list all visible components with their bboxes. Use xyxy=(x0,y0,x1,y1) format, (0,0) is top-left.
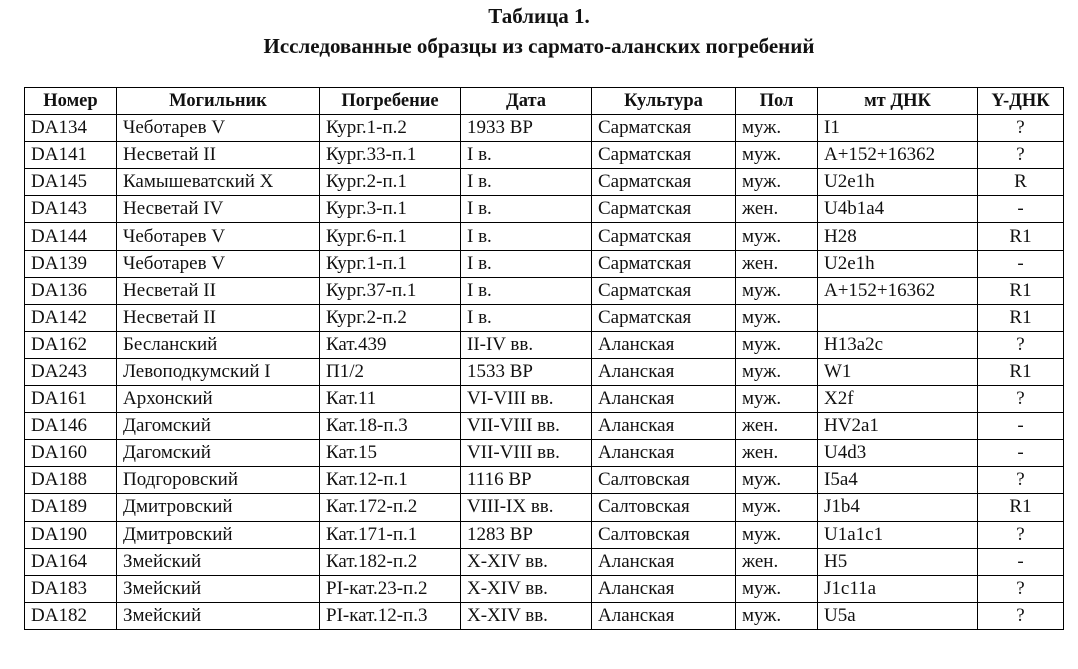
cell-date: I в. xyxy=(461,142,592,169)
cell-burial-ground: Несветай IV xyxy=(117,196,320,223)
cell-ydna: R1 xyxy=(978,223,1064,250)
cell-sex: жен. xyxy=(736,440,818,467)
cell-sample-number: DA243 xyxy=(25,358,117,385)
cell-sample-number: DA164 xyxy=(25,548,117,575)
cell-sex: жен. xyxy=(736,548,818,575)
cell-burial-ground: Дагомский xyxy=(117,440,320,467)
header-ydna: Y-ДНК xyxy=(978,88,1064,115)
cell-burial: Кат.11 xyxy=(320,386,461,413)
cell-culture: Сарматская xyxy=(592,277,736,304)
cell-culture: Сарматская xyxy=(592,223,736,250)
table-header-row xyxy=(25,88,1064,115)
cell-ydna: R1 xyxy=(978,494,1064,521)
cell-sex: муж. xyxy=(736,467,818,494)
cell-sex: муж. xyxy=(736,358,818,385)
cell-culture: Салтовская xyxy=(592,494,736,521)
cell-sample-number: DA136 xyxy=(25,277,117,304)
table-row xyxy=(25,304,1064,331)
cell-date: VII-VIII вв. xyxy=(461,413,592,440)
table-row xyxy=(25,386,1064,413)
cell-sex: муж. xyxy=(736,575,818,602)
cell-mtdna: U1a1c1 xyxy=(818,521,978,548)
cell-date: 1533 BP xyxy=(461,358,592,385)
header-sex: Пол xyxy=(736,88,818,115)
cell-ydna: R xyxy=(978,169,1064,196)
cell-mtdna: I5a4 xyxy=(818,467,978,494)
cell-sample-number: DA144 xyxy=(25,223,117,250)
cell-burial-ground: Чеботарев V xyxy=(117,115,320,142)
cell-burial: П1/2 xyxy=(320,358,461,385)
cell-date: 1116 BP xyxy=(461,467,592,494)
cell-date: 1283 BP xyxy=(461,521,592,548)
cell-sample-number: DA188 xyxy=(25,467,117,494)
cell-date: X-XIV вв. xyxy=(461,602,592,629)
cell-mtdna: U5a xyxy=(818,602,978,629)
cell-ydna: ? xyxy=(978,142,1064,169)
cell-ydna: - xyxy=(978,440,1064,467)
cell-sample-number: DA141 xyxy=(25,142,117,169)
cell-culture: Сарматская xyxy=(592,115,736,142)
cell-ydna: - xyxy=(978,250,1064,277)
table-row xyxy=(25,521,1064,548)
table-caption-title: Таблица 1. xyxy=(488,4,590,28)
table-row xyxy=(25,575,1064,602)
cell-burial-ground: Несветай II xyxy=(117,142,320,169)
cell-sample-number: DA189 xyxy=(25,494,117,521)
cell-date: VI-VIII вв. xyxy=(461,386,592,413)
cell-culture: Салтовская xyxy=(592,467,736,494)
cell-date: I в. xyxy=(461,196,592,223)
cell-ydna: ? xyxy=(978,602,1064,629)
cell-mtdna: HV2a1 xyxy=(818,413,978,440)
cell-sample-number: DA142 xyxy=(25,304,117,331)
cell-mtdna: J1c11a xyxy=(818,575,978,602)
cell-burial-ground: Дмитровский xyxy=(117,521,320,548)
table-row xyxy=(25,142,1064,169)
cell-mtdna: H13a2c xyxy=(818,331,978,358)
cell-ydna: R1 xyxy=(978,304,1064,331)
cell-burial: Кург.2-п.1 xyxy=(320,169,461,196)
header-sample-number: Номер xyxy=(25,88,117,115)
cell-burial: PI-кат.12-п.3 xyxy=(320,602,461,629)
table-row xyxy=(25,358,1064,385)
cell-date: I в. xyxy=(461,169,592,196)
cell-culture: Салтовская xyxy=(592,521,736,548)
cell-burial: Кург.1-п.1 xyxy=(320,250,461,277)
cell-ydna: ? xyxy=(978,521,1064,548)
cell-burial: PI-кат.23-п.2 xyxy=(320,575,461,602)
cell-burial: Кат.182-п.2 xyxy=(320,548,461,575)
cell-culture: Аланская xyxy=(592,548,736,575)
cell-date: 1933 BP xyxy=(461,115,592,142)
cell-burial-ground: Несветай II xyxy=(117,304,320,331)
cell-sex: муж. xyxy=(736,277,818,304)
cell-date: I в. xyxy=(461,250,592,277)
cell-burial-ground: Подгоровский xyxy=(117,467,320,494)
cell-sample-number: DA143 xyxy=(25,196,117,223)
cell-sample-number: DA162 xyxy=(25,331,117,358)
cell-sex: муж. xyxy=(736,304,818,331)
cell-ydna: ? xyxy=(978,467,1064,494)
cell-date: X-XIV вв. xyxy=(461,575,592,602)
cell-ydna: - xyxy=(978,413,1064,440)
cell-burial-ground: Бесланский xyxy=(117,331,320,358)
cell-ydna: - xyxy=(978,548,1064,575)
cell-culture: Сарматская xyxy=(592,142,736,169)
header-culture: Культура xyxy=(592,88,736,115)
table-row xyxy=(25,494,1064,521)
table-body xyxy=(25,115,1064,630)
cell-burial-ground: Левоподкумский I xyxy=(117,358,320,385)
cell-mtdna: X2f xyxy=(818,386,978,413)
table-row xyxy=(25,169,1064,196)
cell-sex: муж. xyxy=(736,142,818,169)
cell-burial: Кург.6-п.1 xyxy=(320,223,461,250)
cell-mtdna: U2e1h xyxy=(818,250,978,277)
cell-mtdna: A+152+16362 xyxy=(818,142,978,169)
cell-date: X-XIV вв. xyxy=(461,548,592,575)
table-row xyxy=(25,196,1064,223)
cell-burial-ground: Дмитровский xyxy=(117,494,320,521)
table-row xyxy=(25,250,1064,277)
cell-culture: Сарматская xyxy=(592,169,736,196)
cell-burial: Кат.172-п.2 xyxy=(320,494,461,521)
cell-burial-ground: Камышеватский Х xyxy=(117,169,320,196)
cell-burial: Кат.12-п.1 xyxy=(320,467,461,494)
cell-culture: Аланская xyxy=(592,440,736,467)
cell-burial: Кург.2-п.2 xyxy=(320,304,461,331)
cell-burial-ground: Чеботарев V xyxy=(117,223,320,250)
cell-burial: Кат.15 xyxy=(320,440,461,467)
header-date: Дата xyxy=(461,88,592,115)
cell-burial-ground: Архонский xyxy=(117,386,320,413)
cell-sex: муж. xyxy=(736,521,818,548)
cell-sex: жен. xyxy=(736,196,818,223)
cell-burial-ground: Дагомский xyxy=(117,413,320,440)
samples-table xyxy=(24,87,1064,630)
cell-sex: жен. xyxy=(736,413,818,440)
cell-mtdna: I1 xyxy=(818,115,978,142)
table-row xyxy=(25,467,1064,494)
table-row xyxy=(25,277,1064,304)
cell-culture: Аланская xyxy=(592,331,736,358)
cell-mtdna: U4d3 xyxy=(818,440,978,467)
cell-date: VII-VIII вв. xyxy=(461,440,592,467)
header-mtdna: мт ДНК xyxy=(818,88,978,115)
cell-ydna: ? xyxy=(978,331,1064,358)
cell-burial-ground: Чеботарев V xyxy=(117,250,320,277)
cell-sample-number: DA146 xyxy=(25,413,117,440)
cell-sample-number: DA139 xyxy=(25,250,117,277)
cell-mtdna: U4b1a4 xyxy=(818,196,978,223)
cell-ydna: ? xyxy=(978,575,1064,602)
cell-mtdna: A+152+16362 xyxy=(818,277,978,304)
cell-sex: муж. xyxy=(736,115,818,142)
cell-mtdna xyxy=(818,304,978,331)
cell-mtdna: W1 xyxy=(818,358,978,385)
header-burial-ground: Могильник xyxy=(117,88,320,115)
cell-sex: муж. xyxy=(736,602,818,629)
cell-sample-number: DA160 xyxy=(25,440,117,467)
cell-ydna: ? xyxy=(978,386,1064,413)
cell-sex: муж. xyxy=(736,331,818,358)
cell-burial: Кат.171-п.1 xyxy=(320,521,461,548)
header-burial: Погребение xyxy=(320,88,461,115)
cell-ydna: R1 xyxy=(978,358,1064,385)
cell-burial: Кург.1-п.2 xyxy=(320,115,461,142)
table-row xyxy=(25,413,1064,440)
table-row xyxy=(25,548,1064,575)
cell-burial: Кат.18-п.3 xyxy=(320,413,461,440)
cell-sex: жен. xyxy=(736,250,818,277)
cell-culture: Аланская xyxy=(592,602,736,629)
cell-burial: Кат.439 xyxy=(320,331,461,358)
cell-burial-ground: Несветай II xyxy=(117,277,320,304)
cell-burial-ground: Змейский xyxy=(117,602,320,629)
cell-date: I в. xyxy=(461,277,592,304)
table-row xyxy=(25,115,1064,142)
table-row xyxy=(25,602,1064,629)
cell-ydna: ? xyxy=(978,115,1064,142)
table-caption-subtitle: Исследованные образцы из сармато-аланских погребений xyxy=(263,34,815,58)
cell-date: I в. xyxy=(461,304,592,331)
cell-burial: Кург.37-п.1 xyxy=(320,277,461,304)
cell-date: VIII-IX вв. xyxy=(461,494,592,521)
cell-sex: муж. xyxy=(736,494,818,521)
cell-culture: Аланская xyxy=(592,413,736,440)
cell-culture: Аланская xyxy=(592,358,736,385)
table-row xyxy=(25,223,1064,250)
cell-culture: Аланская xyxy=(592,386,736,413)
cell-sample-number: DA145 xyxy=(25,169,117,196)
cell-sample-number: DA182 xyxy=(25,602,117,629)
cell-culture: Сарматская xyxy=(592,250,736,277)
cell-date: I в. xyxy=(461,223,592,250)
cell-mtdna: U2e1h xyxy=(818,169,978,196)
cell-burial-ground: Змейский xyxy=(117,575,320,602)
cell-burial: Кург.3-п.1 xyxy=(320,196,461,223)
cell-sample-number: DA183 xyxy=(25,575,117,602)
cell-culture: Сарматская xyxy=(592,196,736,223)
cell-sex: муж. xyxy=(736,223,818,250)
cell-sample-number: DA190 xyxy=(25,521,117,548)
cell-burial: Кург.33-п.1 xyxy=(320,142,461,169)
cell-sample-number: DA134 xyxy=(25,115,117,142)
cell-sex: муж. xyxy=(736,386,818,413)
cell-sex: муж. xyxy=(736,169,818,196)
cell-ydna: - xyxy=(978,196,1064,223)
cell-burial-ground: Змейский xyxy=(117,548,320,575)
cell-mtdna: H5 xyxy=(818,548,978,575)
table-row xyxy=(25,331,1064,358)
cell-sample-number: DA161 xyxy=(25,386,117,413)
cell-culture: Сарматская xyxy=(592,304,736,331)
table-row xyxy=(25,440,1064,467)
cell-culture: Аланская xyxy=(592,575,736,602)
cell-mtdna: J1b4 xyxy=(818,494,978,521)
cell-ydna: R1 xyxy=(978,277,1064,304)
cell-mtdna: H28 xyxy=(818,223,978,250)
cell-date: II-IV вв. xyxy=(461,331,592,358)
